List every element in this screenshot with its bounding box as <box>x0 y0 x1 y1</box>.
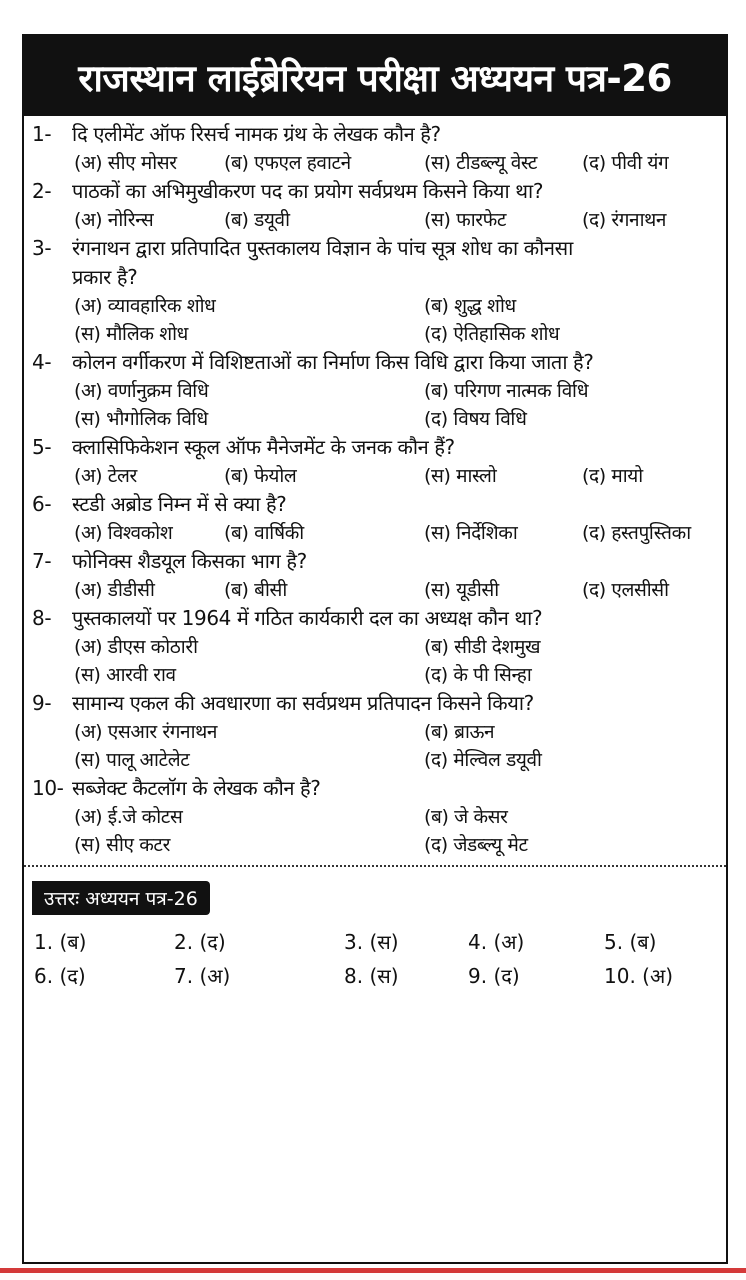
question-text: सामान्य एकल की अवधारणा का सर्वप्रथम प्रतिपादन किसने किया? <box>72 691 534 715</box>
option: (द) विषय विधि <box>424 408 527 430</box>
option: (अ) डीएस कोठारी <box>74 636 198 658</box>
question-number: 9- <box>32 691 52 715</box>
answers-heading: उत्तरः अध्ययन पत्र-26 <box>32 881 210 915</box>
answer-cell: 2. (द) <box>174 930 226 954</box>
option: (द) के पी सिन्हा <box>424 664 532 686</box>
option: (अ) ई.जे कोटस <box>74 806 183 828</box>
question-number: 7- <box>32 549 52 573</box>
question-item <box>32 433 718 490</box>
question-item <box>32 604 718 689</box>
option: (द) हस्तपुस्तिका <box>582 522 691 544</box>
question-line <box>32 547 718 576</box>
question-line <box>32 689 718 718</box>
question-item <box>32 348 718 433</box>
question-list <box>24 116 726 859</box>
options-row <box>32 462 718 490</box>
answer-row <box>24 959 726 993</box>
option: (ब) डयूवी <box>224 209 290 231</box>
question-text: पाठकों का अभिमुखीकरण पद का प्रयोग सर्वप्रथम किसने किया था? <box>72 179 544 203</box>
question-item <box>32 547 718 604</box>
study-paper-sheet <box>22 34 728 1264</box>
question-item <box>32 234 718 348</box>
question-line <box>32 490 718 519</box>
question-line <box>32 177 718 206</box>
option: (अ) विश्वकोश <box>74 522 173 544</box>
question-number: 1- <box>32 122 52 146</box>
page-title: राजस्थान लाईब्रेरियन परीक्षा अध्ययन पत्र-26 <box>78 56 672 100</box>
options-row <box>32 803 718 831</box>
option: (अ) वर्णानुक्रम विधि <box>74 380 209 402</box>
option: (ब) बीसी <box>224 579 287 601</box>
options-row <box>32 661 718 689</box>
answer-grid <box>24 925 726 1003</box>
question-number: 6- <box>32 492 52 516</box>
question-number: 8- <box>32 606 52 630</box>
answer-cell: 6. (द) <box>34 964 86 988</box>
answer-cell: 8. (स) <box>344 964 399 988</box>
question-number: 2- <box>32 179 52 203</box>
options-row <box>32 149 718 177</box>
question-item <box>32 120 718 177</box>
question-text: पुस्तकालयों पर 1964 में गठित कार्यकारी दल का अध्यक्ष कौन था? <box>72 606 543 630</box>
option: (स) यूडीसी <box>424 579 499 601</box>
option: (ब) शुद्ध शोध <box>424 295 516 317</box>
option: (ब) परिगण नात्मक विधि <box>424 380 589 402</box>
question-item <box>32 177 718 234</box>
option: (स) मास्लो <box>424 465 497 487</box>
option: (द) रंगनाथन <box>582 209 666 231</box>
answer-cell: 5. (ब) <box>604 930 657 954</box>
option: (स) फारफेट <box>424 209 507 231</box>
question-line <box>32 234 718 263</box>
option: (अ) एसआर रंगनाथन <box>74 721 217 743</box>
options-row <box>32 320 718 348</box>
question-number: 10- <box>32 776 64 800</box>
option: (द) मायो <box>582 465 643 487</box>
question-text: फोनिक्स शैडयूल किसका भाग है? <box>72 549 307 573</box>
options-row <box>32 746 718 774</box>
options-row <box>32 206 718 234</box>
option: (द) मेल्विल डयूवी <box>424 749 542 771</box>
question-text: सब्जेक्ट कैटलॉग के लेखक कौन है? <box>72 776 321 800</box>
option: (ब) फेयोल <box>224 465 297 487</box>
options-row <box>32 519 718 547</box>
option: (ब) एफएल हवाटने <box>224 152 351 174</box>
question-item <box>32 689 718 774</box>
answer-cell: 10. (अ) <box>604 964 674 988</box>
options-row <box>32 377 718 405</box>
bottom-accent-line <box>0 1268 746 1273</box>
question-line <box>32 348 718 377</box>
question-number: 5- <box>32 435 52 459</box>
options-row <box>32 718 718 746</box>
question-line <box>32 120 718 149</box>
title-bar <box>24 36 726 116</box>
option: (ब) सीडी देशमुख <box>424 636 541 658</box>
option: (ब) जे केसर <box>424 806 508 828</box>
answer-cell: 9. (द) <box>468 964 520 988</box>
question-text: स्टडी अब्रोड निम्न में से क्या है? <box>72 492 287 516</box>
option: (द) जेडब्ल्यू मेट <box>424 834 528 856</box>
option: (अ) व्यावहारिक शोध <box>74 295 216 317</box>
option: (द) ऐतिहासिक शोध <box>424 323 560 345</box>
option: (स) पालू आटेलेट <box>74 749 190 771</box>
option: (अ) सीए मोसर <box>74 152 177 174</box>
answer-cell: 4. (अ) <box>468 930 525 954</box>
options-row <box>32 292 718 320</box>
question-text: क्लासिफिकेशन स्कूल ऑफ मैनेजमेंट के जनक कौन हैं? <box>72 435 455 459</box>
options-row <box>32 831 718 859</box>
question-text-continued: प्रकार है? <box>72 265 138 289</box>
dotted-divider <box>24 865 726 867</box>
question-number: 4- <box>32 350 52 374</box>
question-number: 3- <box>32 236 52 260</box>
option: (अ) नोरिन्स <box>74 209 154 231</box>
option: (अ) डीडीसी <box>74 579 155 601</box>
options-row <box>32 405 718 433</box>
options-row <box>32 576 718 604</box>
option: (स) मौलिक शोध <box>74 323 188 345</box>
answer-row <box>24 925 726 959</box>
question-item <box>32 774 718 859</box>
option: (अ) टेलर <box>74 465 137 487</box>
option: (स) आरवी राव <box>74 664 176 686</box>
options-row <box>32 633 718 661</box>
answer-cell: 7. (अ) <box>174 964 231 988</box>
question-text: कोलन वर्गीकरण में विशिष्टताओं का निर्माण किस विधि द्वारा किया जाता है? <box>72 350 594 374</box>
option: (ब) ब्राऊन <box>424 721 495 743</box>
question-text: दि एलीमेंट ऑफ रिसर्च नामक ग्रंथ के लेखक कौन है? <box>72 122 441 146</box>
answer-cell: 1. (ब) <box>34 930 87 954</box>
option: (स) सीए कटर <box>74 834 170 856</box>
option: (स) निर्देशिका <box>424 522 518 544</box>
option: (स) टीडब्ल्यू वेस्ट <box>424 152 538 174</box>
question-line <box>32 774 718 803</box>
option: (स) भौगोलिक विधि <box>74 408 208 430</box>
question-text: रंगनाथन द्वारा प्रतिपादित पुस्तकालय विज्ञान के पांच सूत्र शोध का कौनसा <box>72 236 573 260</box>
option: (द) पीवी यंग <box>582 152 669 174</box>
option: (द) एलसीसी <box>582 579 669 601</box>
question-line <box>32 604 718 633</box>
answer-cell: 3. (स) <box>344 930 399 954</box>
question-line <box>32 433 718 462</box>
question-item <box>32 490 718 547</box>
option: (ब) वार्षिकी <box>224 522 304 544</box>
